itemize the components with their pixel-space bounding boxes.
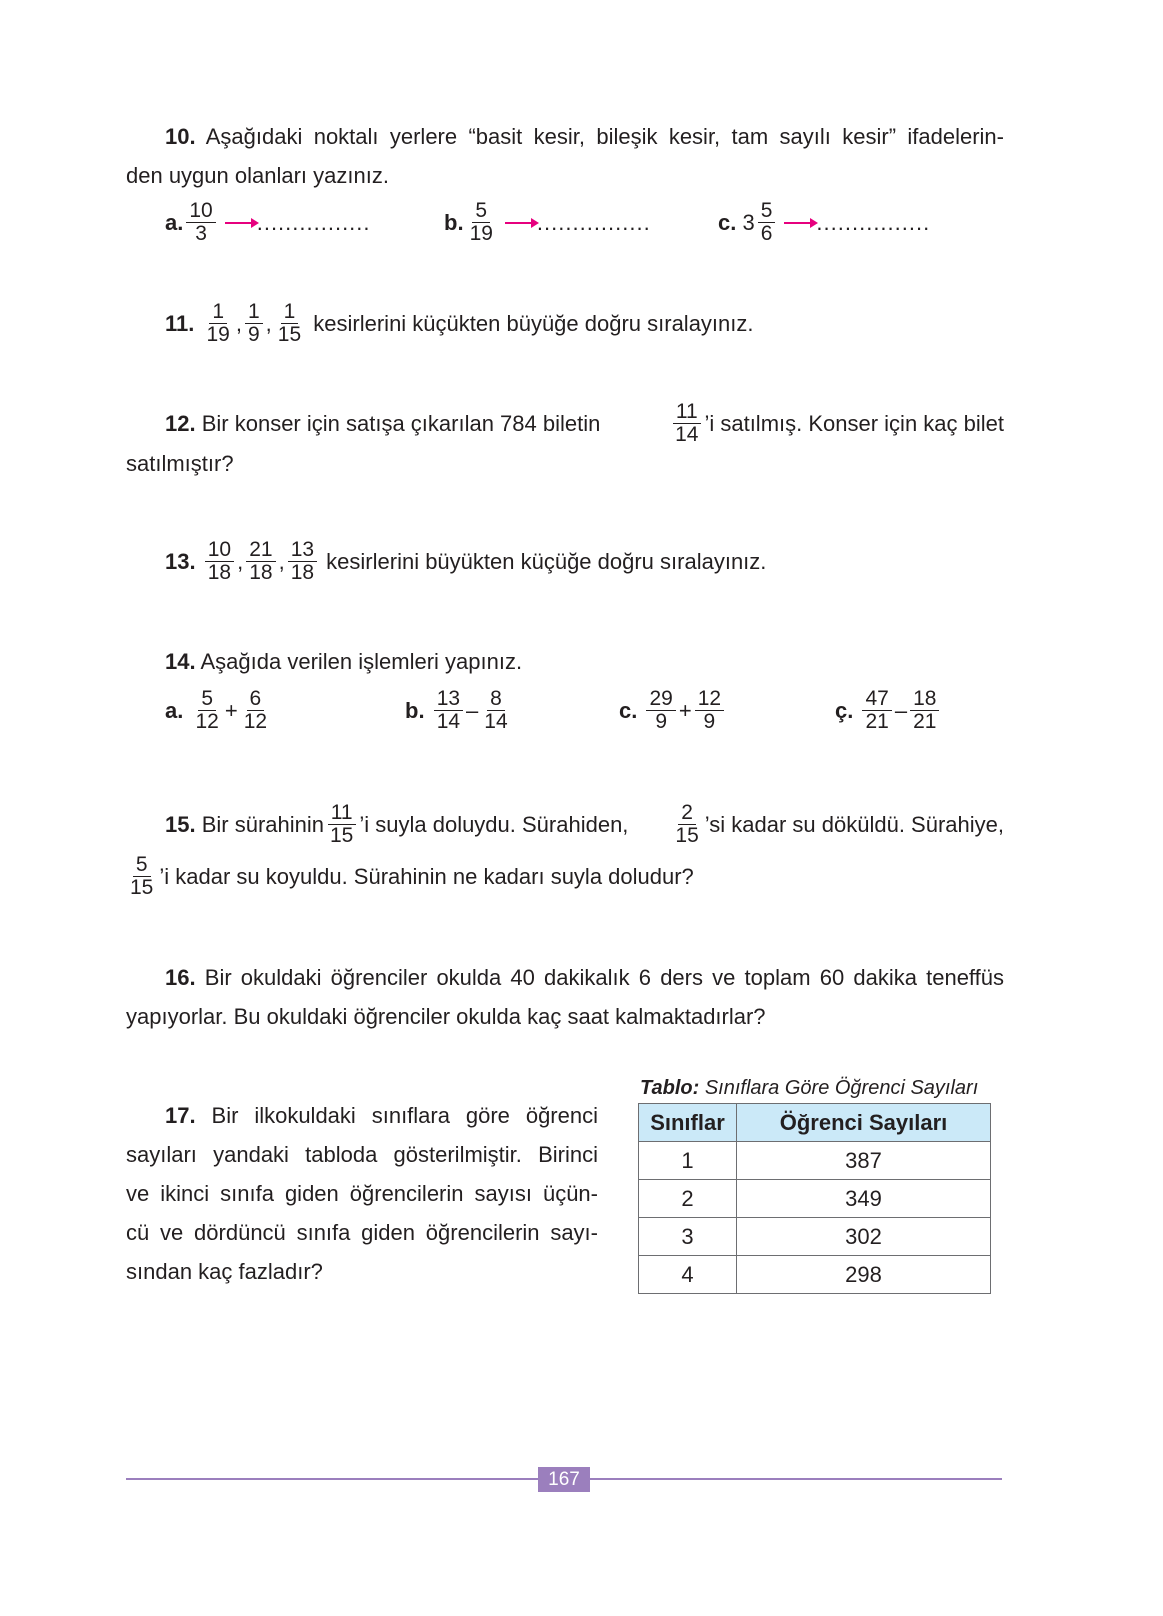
- text: ,: [235, 310, 242, 336]
- fraction: [205, 539, 234, 584]
- denominator: 6: [760, 222, 773, 245]
- text: ’si kadar su döküldü. Sürahiye,: [704, 811, 1004, 837]
- text: 12.: [165, 410, 196, 436]
- text: Bir konser için satışa çıkarılan 784 biletin: [201, 410, 601, 436]
- text: Bir sürahinin: [201, 811, 324, 837]
- fraction: [241, 688, 270, 733]
- denominator: 15: [675, 824, 699, 847]
- text: ’i satılmış. Konser için kaç bilet: [704, 410, 1004, 436]
- denominator: 3: [195, 222, 207, 245]
- numerator: 6: [247, 688, 265, 711]
- numerator: 11: [673, 401, 701, 424]
- table-header-cell: Sınıflar: [639, 1104, 737, 1142]
- text: kesirlerini büyükten küçüğe doğru sıralayınız.: [326, 548, 767, 574]
- fraction: [192, 688, 221, 733]
- numerator: 21: [246, 539, 275, 562]
- numerator: 29: [646, 688, 675, 711]
- denominator: 14: [484, 710, 508, 733]
- text: Bir okuldaki öğrenciler okulda 40 dakikalık 6 ders ve toplam 60 dakika teneffüs: [204, 965, 1004, 990]
- table-header-row: [639, 1104, 991, 1142]
- q12-line1: [165, 401, 1004, 446]
- text: 16.: [165, 965, 196, 990]
- fraction: [481, 688, 510, 733]
- denominator: 19: [469, 222, 493, 245]
- text: [669, 802, 1004, 847]
- q17-line5: sından kaç fazladır?: [126, 1259, 323, 1284]
- text: ’i kadar su koyuldu. Sürahinin ne kadarı suyla doludur?: [159, 863, 694, 889]
- numerator: 10: [205, 539, 234, 562]
- table-row: [639, 1142, 991, 1180]
- fraction: [862, 688, 891, 733]
- text: ç.: [835, 697, 854, 723]
- student-count-table: [638, 1103, 991, 1294]
- q17-line2: sayıları yandaki tabloda gösterilmiştir. Birinci: [126, 1142, 598, 1167]
- denominator: 12: [195, 710, 219, 733]
- text: Tablo:: [640, 1077, 700, 1099]
- text: b.: [405, 697, 425, 723]
- denominator: 9: [247, 323, 260, 346]
- text: [165, 802, 628, 847]
- denominator: 15: [277, 323, 302, 346]
- denominator: 21: [913, 710, 937, 733]
- numerator: 1: [209, 301, 227, 324]
- table-cell: 1: [639, 1142, 737, 1180]
- fraction: [434, 688, 463, 733]
- denominator: 15: [330, 824, 354, 847]
- table-caption: [640, 1075, 978, 1101]
- denominator: 14: [675, 423, 699, 446]
- text: ................: [256, 209, 371, 235]
- q10-part-b: [444, 200, 651, 245]
- fraction: [275, 301, 304, 346]
- q11: [165, 301, 754, 346]
- table-row: [639, 1218, 991, 1256]
- text: 10.: [165, 124, 196, 149]
- numerator: 5: [758, 200, 776, 223]
- denominator: 15: [130, 876, 154, 899]
- fraction: [245, 301, 263, 346]
- text: ’i suyla doluydu. Sürahiden,: [359, 811, 629, 837]
- table-cell: 4: [639, 1256, 737, 1294]
- fraction: [127, 854, 156, 899]
- q10-part-c: [718, 200, 930, 245]
- fraction: [672, 401, 701, 446]
- denominator: 9: [655, 710, 667, 733]
- arrow-icon: [784, 222, 814, 224]
- denominator: 14: [436, 710, 461, 733]
- numerator: 13: [288, 539, 317, 562]
- fraction: [467, 200, 496, 245]
- q17-line3: ve ikinci sınıfa giden öğrencilerin sayısı üçün-: [126, 1181, 598, 1206]
- fraction: [672, 802, 701, 847]
- q16-line1: [165, 965, 1004, 991]
- text: [669, 401, 1004, 446]
- arrow-icon: [225, 222, 255, 224]
- text: 14.: [165, 649, 196, 674]
- text: Aşağıdaki noktalı yerlere “basit kesir, bileşik kesir, tam sayılı kesir” ifadelerin-: [205, 124, 1004, 149]
- q14-item-a: [165, 688, 273, 733]
- numerator: 12: [695, 688, 724, 711]
- denominator: 9: [703, 710, 716, 733]
- text: Sınıflara Göre Öğrenci Sayıları: [704, 1077, 979, 1099]
- page-number: 167: [538, 1467, 590, 1492]
- text: –: [894, 697, 908, 723]
- numerator: 18: [910, 688, 939, 711]
- q12-line2: satılmıştır?: [126, 451, 234, 476]
- table-cell: 387: [737, 1142, 991, 1180]
- q17-line4: cü ve dördüncü sınıfa giden öğrencilerin sayı-: [126, 1220, 598, 1245]
- fraction: [646, 688, 675, 733]
- text: ,: [278, 548, 285, 574]
- q14-item-b: [405, 688, 514, 733]
- table-cell: 349: [737, 1180, 991, 1218]
- text: [639, 1104, 991, 1294]
- numerator: 1: [245, 301, 263, 324]
- q14-heading: [165, 649, 522, 675]
- q16-line2: yapıyorlar. Bu okuldaki öğrenciler okulda kaç saat kalmaktadırlar?: [126, 1004, 766, 1029]
- q14-item-c-cedilla: [835, 688, 942, 733]
- arrow-icon: [505, 222, 535, 224]
- fraction: [288, 539, 317, 584]
- text: a.: [165, 209, 184, 235]
- table-row: [639, 1180, 991, 1218]
- denominator: 12: [243, 710, 268, 733]
- text: ,: [265, 310, 272, 336]
- denominator: 21: [865, 710, 889, 733]
- q15-line1: [165, 802, 1004, 847]
- numerator: 11: [328, 802, 356, 825]
- numerator: 5: [198, 688, 216, 711]
- numerator: 5: [472, 200, 490, 223]
- footer-rule-right: [590, 1478, 1002, 1480]
- text: Bir ilkokuldaki sınıflara göre öğrenci: [211, 1103, 598, 1128]
- table-cell: 298: [737, 1256, 991, 1294]
- text: ................: [536, 209, 651, 235]
- text: 13.: [165, 548, 196, 574]
- text: +: [678, 697, 692, 723]
- numerator: 2: [678, 802, 696, 825]
- text: c.: [718, 209, 737, 235]
- numerator: 13: [434, 688, 463, 711]
- q10-line1: [165, 124, 1004, 150]
- text: kesirlerini küçükten büyüğe doğru sıralayınız.: [313, 310, 754, 336]
- denominator: 18: [290, 561, 315, 584]
- text: a.: [165, 697, 184, 723]
- table-row: [639, 1256, 991, 1294]
- denominator: 19: [206, 323, 230, 346]
- text: ................: [816, 209, 931, 235]
- q15-line2: [124, 854, 694, 899]
- table-header-cell: Öğrenci Sayıları: [737, 1104, 991, 1142]
- q17-line1: [165, 1103, 598, 1129]
- denominator: 18: [207, 561, 232, 584]
- text: [165, 411, 600, 437]
- table-cell: 2: [639, 1180, 737, 1218]
- fraction: [246, 539, 275, 584]
- text: ,: [237, 548, 244, 574]
- text: b.: [444, 209, 464, 235]
- text: c.: [619, 697, 638, 723]
- denominator: 18: [249, 561, 273, 584]
- fraction: [327, 802, 356, 847]
- table-cell: 3: [639, 1218, 737, 1256]
- text: Aşağıda verilen işlemleri yapınız.: [200, 649, 523, 674]
- q10-part-a: [165, 200, 371, 245]
- footer-rule-left: [126, 1478, 538, 1480]
- fraction: [910, 688, 939, 733]
- numerator: 5: [133, 854, 151, 877]
- q13: [165, 539, 766, 584]
- fraction: [695, 688, 724, 733]
- fraction: [186, 200, 215, 245]
- fraction: [758, 200, 776, 245]
- numerator: 8: [487, 688, 505, 711]
- numerator: 10: [186, 200, 215, 223]
- fraction: [204, 301, 233, 346]
- q10-line2: den uygun olanları yazınız.: [126, 163, 389, 188]
- text: +: [224, 697, 238, 723]
- text: 11.: [165, 310, 195, 336]
- table-cell: 302: [737, 1218, 991, 1256]
- numerator: 47: [862, 688, 891, 711]
- text: 3: [742, 209, 755, 235]
- q14-item-c: [619, 688, 727, 733]
- numerator: 1: [281, 301, 299, 324]
- text: 17.: [165, 1103, 196, 1128]
- text: –: [466, 697, 479, 723]
- text: 15.: [165, 811, 196, 837]
